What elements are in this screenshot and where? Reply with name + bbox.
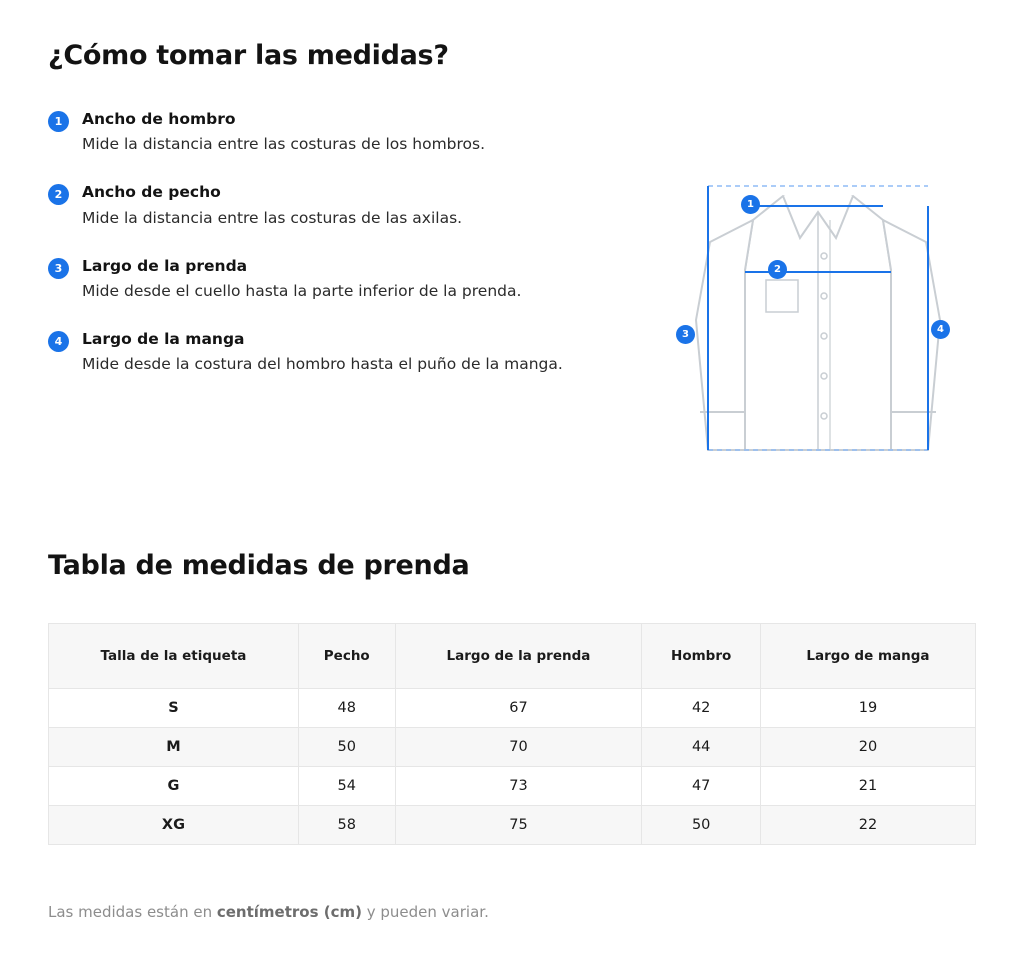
step-badge-1: 1: [48, 111, 69, 132]
cell-chest: 50: [298, 728, 395, 767]
measurements-table: [48, 623, 976, 845]
table-row: [49, 806, 976, 845]
column-header-shoulder: Hombro: [642, 624, 761, 689]
step-description: Mide desde la costura del hombro hasta el puño de la manga.: [82, 355, 563, 373]
cell-shoulder: 50: [642, 806, 761, 845]
diagram-marker-4: 4: [931, 320, 950, 339]
cell-length: 70: [395, 728, 642, 767]
table-row: [49, 689, 976, 728]
howto-title: ¿Cómo tomar las medidas?: [48, 40, 449, 71]
list-item: [48, 108, 608, 155]
table-row: [49, 728, 976, 767]
column-header-chest: Pecho: [298, 624, 395, 689]
cell-sleeve: 19: [760, 689, 975, 728]
step-badge-4: 4: [48, 331, 69, 352]
diagram-marker-3: 3: [676, 325, 695, 344]
column-header-size: Talla de la etiqueta: [49, 624, 299, 689]
step-badge-2: 2: [48, 184, 69, 205]
cell-sleeve: 20: [760, 728, 975, 767]
diagram-marker-2: 2: [768, 260, 787, 279]
howto-steps-list: [48, 108, 608, 375]
table-row: [49, 767, 976, 806]
measurements-table-title: Tabla de medidas de prenda: [48, 550, 470, 581]
diagram-marker-1: 1: [741, 195, 760, 214]
step-title: Ancho de pecho: [82, 183, 221, 202]
cell-sleeve: 21: [760, 767, 975, 806]
cell-shoulder: 47: [642, 767, 761, 806]
cell-length: 67: [395, 689, 642, 728]
column-header-length: Largo de la prenda: [395, 624, 642, 689]
footnote-suffix: y pueden variar.: [361, 903, 489, 921]
footnote-prefix: Las medidas están en: [48, 903, 217, 921]
step-title: Largo de la prenda: [82, 256, 248, 275]
footnote-unit: centímetros (cm): [216, 903, 362, 921]
shirt-diagram: [648, 160, 998, 490]
cell-size: G: [49, 767, 299, 806]
step-title: Largo de la manga: [82, 329, 245, 348]
step-title: Ancho de hombro: [82, 110, 236, 128]
cell-chest: 54: [298, 767, 395, 806]
measurements-table-wrap: [48, 623, 976, 845]
column-header-sleeve: Largo de manga: [760, 624, 975, 689]
list-item: [48, 328, 608, 375]
cell-sleeve: 22: [760, 806, 975, 845]
measurements-footnote: [48, 903, 489, 921]
list-item: [48, 255, 608, 302]
table-header-row: [49, 624, 976, 689]
step-description: Mide la distancia entre las costuras de los hombros.: [82, 135, 486, 154]
step-description: Mide la distancia entre las costuras de las axilas.: [82, 208, 463, 227]
step-description: Mide desde el cuello hasta la parte inferior de la prenda.: [82, 281, 522, 300]
list-item: [48, 181, 608, 228]
cell-chest: 58: [298, 806, 395, 845]
cell-chest: 48: [298, 689, 395, 728]
cell-size: S: [49, 689, 299, 728]
step-badge-3: 3: [48, 258, 69, 279]
cell-shoulder: 44: [642, 728, 761, 767]
cell-length: 75: [395, 806, 642, 845]
cell-size: M: [49, 728, 299, 767]
cell-length: 73: [395, 767, 642, 806]
cell-size: XG: [49, 806, 299, 845]
cell-shoulder: 42: [642, 689, 761, 728]
